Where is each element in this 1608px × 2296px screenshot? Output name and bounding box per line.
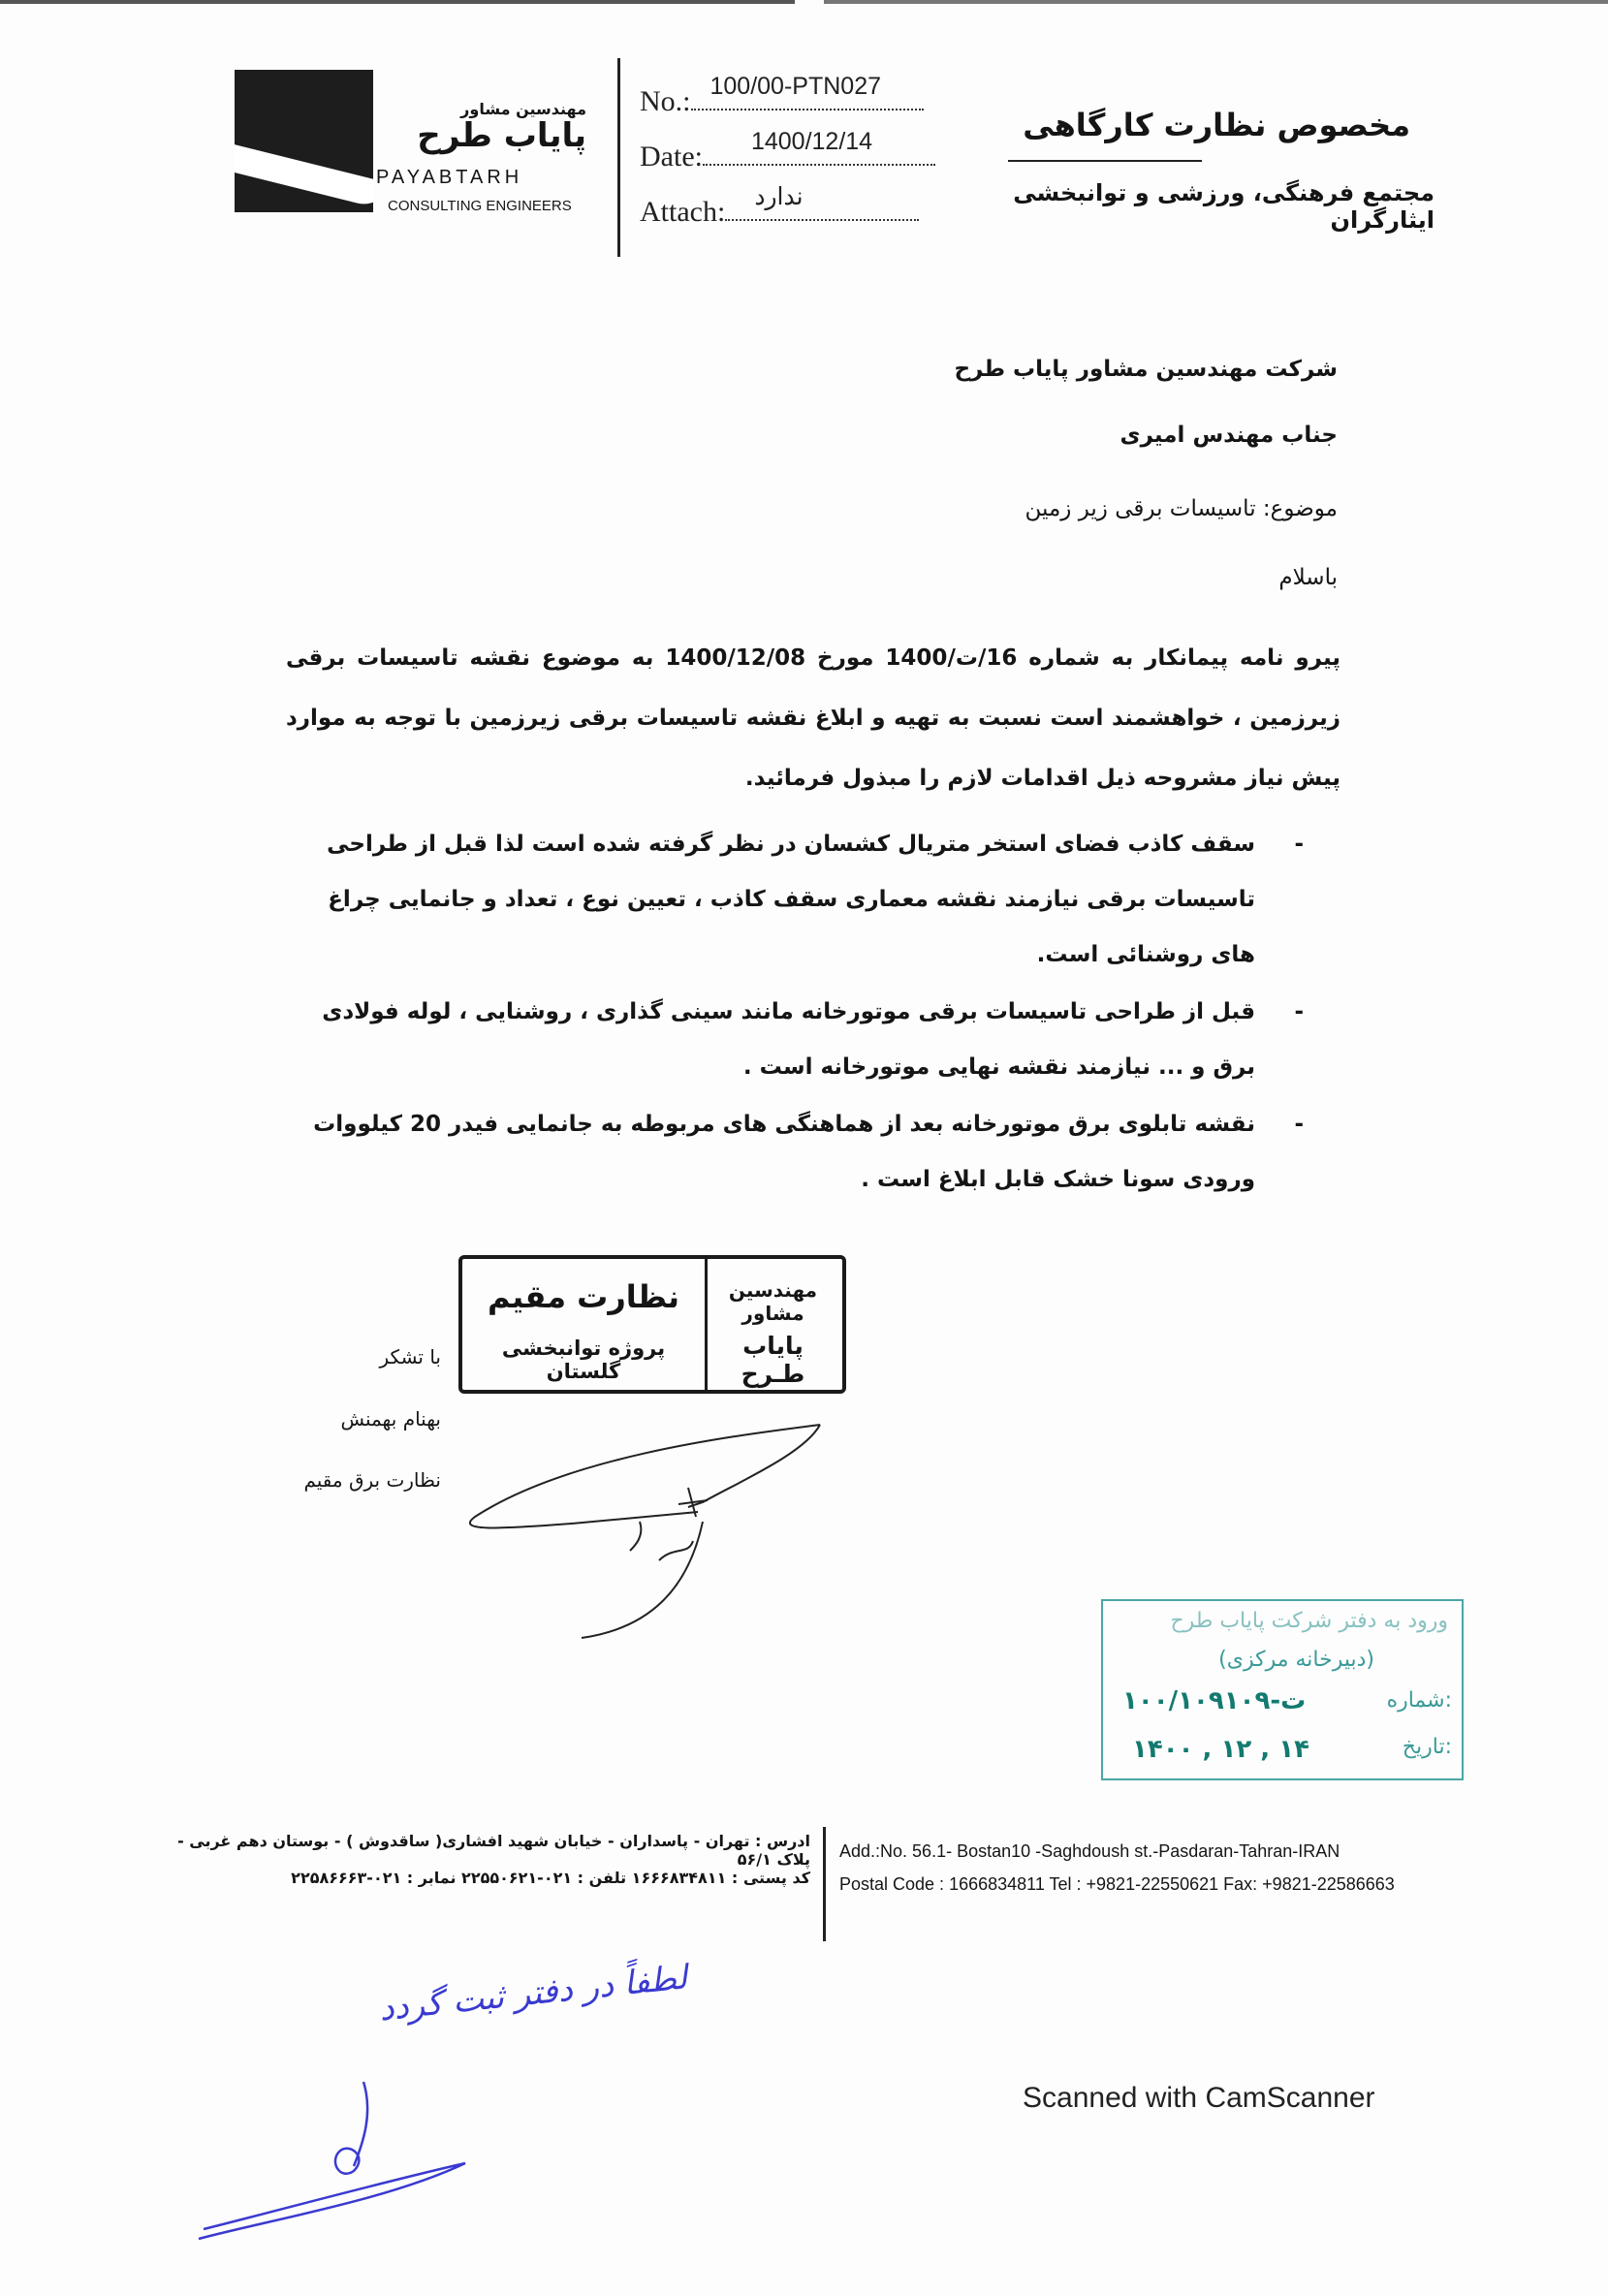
letter-attachment xyxy=(640,183,919,229)
body-paragraph: پیرو نامه پیمانکار به شماره 16/ت/1400 مورخ 1400/12/08 به موضوع نقشه تاسیسات برقی زیرزمین ، خواهشمند است نسبت به تهیه و ابلاغ نقشه تاسیسات برقی زیرزمین با توجه به موارد پیش نیاز مشروحه ذیل اقدامات لازم را مبذول فرمائید. xyxy=(286,645,1340,791)
letterhead-subtitle: مجتمع فرهنگی، ورزشی و توانبخشی ایثارگران xyxy=(1013,179,1435,234)
receipt-date-label: تاریخ: xyxy=(1402,1735,1452,1759)
signature xyxy=(456,1415,834,1648)
company-logo xyxy=(235,70,373,212)
logo-text-small: مهندسین مشاور xyxy=(460,100,586,118)
list-item-text: نقشه تابلوی برق موتورخانه بعد از هماهنگی های مربوطه به جانمایی فیدر 20 کیلووات ورودی سونا خشک قابل ابلاغ است . xyxy=(313,1112,1255,1192)
scan-edge xyxy=(824,0,1608,4)
stamp-firm-name: پایاب طـرح xyxy=(741,1332,805,1388)
footer-contact-fa: کد پستی : ۱۶۶۶۸۳۴۸۱۱ تلفن : ۰۲۱-۲۲۵۵۰۶۲۱ نمابر : ۰۲۱-۲۲۵۸۶۶۶۳ xyxy=(291,1869,810,1887)
logo-text-en: PAYABTARH xyxy=(376,167,523,188)
stamp-project: پروژه توانبخشی گلستان xyxy=(501,1337,666,1383)
letter-date xyxy=(640,128,935,173)
logo-text-big: پایاب طرح xyxy=(417,116,586,155)
date-value: 1400/12/14 xyxy=(750,128,873,155)
list-item xyxy=(286,817,1304,983)
receipt-date-value: ۱۴ , ۱۲ , ۱۴۰۰ xyxy=(1132,1735,1309,1764)
stamp-main: نظارت مقیم xyxy=(488,1278,679,1315)
footer-address-fa: ادرس : تهران - پاسداران - خیابان شهید افشاری( ساقدوش ) - بوستان دهم غربی - پلاک ۵۶/۱ xyxy=(177,1832,810,1869)
subject-line: موضوع: تاسیسات برقی زیر زمین xyxy=(1025,496,1338,521)
signer-name: بهنام بهمنش xyxy=(340,1407,441,1431)
stamp-firm-top: مهندسین مشاور xyxy=(728,1278,818,1325)
receipt-stamp-subtitle: (دبیرخانه مرکزی) xyxy=(1218,1648,1374,1672)
number-label: No.: xyxy=(640,85,691,117)
footer-contact-en: Postal Code : 1666834811 Tel : +9821-22550621 Fax: +9821-22586663 xyxy=(839,1874,1395,1894)
list-item xyxy=(286,1097,1304,1208)
date-label: Date: xyxy=(640,141,703,173)
bullet-dash: - xyxy=(1294,832,1304,857)
list-item-text: سقف کاذب فضای استخر متریال کشسان در نظر گرفته شده است لذا قبل از طراحی تاسیسات برقی نیازمند نقشه معماری سقف کاذب ، تعیین نوع ، تعداد و جانمایی چراغ های روشنائی است. xyxy=(327,832,1255,967)
handwritten-note: لطفاً در دفتر ثبت گردد xyxy=(377,1958,690,2029)
bullet-dash: - xyxy=(1294,1112,1304,1137)
header-divider xyxy=(617,58,620,257)
list-item-text: قبل از طراحی تاسیسات برقی موتورخانه مانند سینی گذاری ، روشنایی ، لوله فولادی برق و ... نیازمند نقشه نهایی موتورخانه است . xyxy=(322,999,1255,1080)
receipt-stamp-title: ورود به دفتر شرکت پایاب طرح xyxy=(1170,1609,1448,1633)
list-item xyxy=(286,985,1304,1095)
number-value: 100/00-PTN027 xyxy=(709,73,882,100)
attach-value: ندارد xyxy=(754,183,804,210)
footer-address-en: Add.:No. 56.1- Bostan10 -Saghdoush st.-Pasdaran-Tahran-IRAN xyxy=(839,1841,1340,1861)
title-underline xyxy=(1008,160,1202,162)
receipt-number-label: شماره: xyxy=(1386,1688,1452,1713)
supervision-stamp xyxy=(458,1255,846,1394)
signer-role: نظارت برق مقیم xyxy=(303,1468,441,1492)
logo-text-en-sub: CONSULTING ENGINEERS xyxy=(388,198,572,214)
handwritten-signature xyxy=(194,2074,475,2249)
receipt-number-value: ۱۰۰/ت-۱۰۹۱۰۹ xyxy=(1122,1686,1307,1715)
closing-thanks: با تشکر xyxy=(379,1345,441,1368)
footer-divider xyxy=(823,1827,826,1941)
recipient-company: شرکت مهندسین مشاور پایاب طرح xyxy=(954,357,1338,382)
recipient-person: جناب مهندس امیری xyxy=(1119,423,1338,448)
scanner-watermark: Scanned with CamScanner xyxy=(1023,2082,1375,2114)
receipt-stamp xyxy=(1101,1599,1464,1780)
greeting: باسلام xyxy=(1278,565,1338,590)
bullet-dash: - xyxy=(1294,999,1304,1024)
attach-label: Attach: xyxy=(640,196,726,228)
scan-edge xyxy=(0,0,795,4)
letter-number xyxy=(640,73,924,118)
letterhead-title: مخصوص نظارت کارگاهی xyxy=(1023,107,1410,143)
requirements-list xyxy=(286,817,1304,1210)
